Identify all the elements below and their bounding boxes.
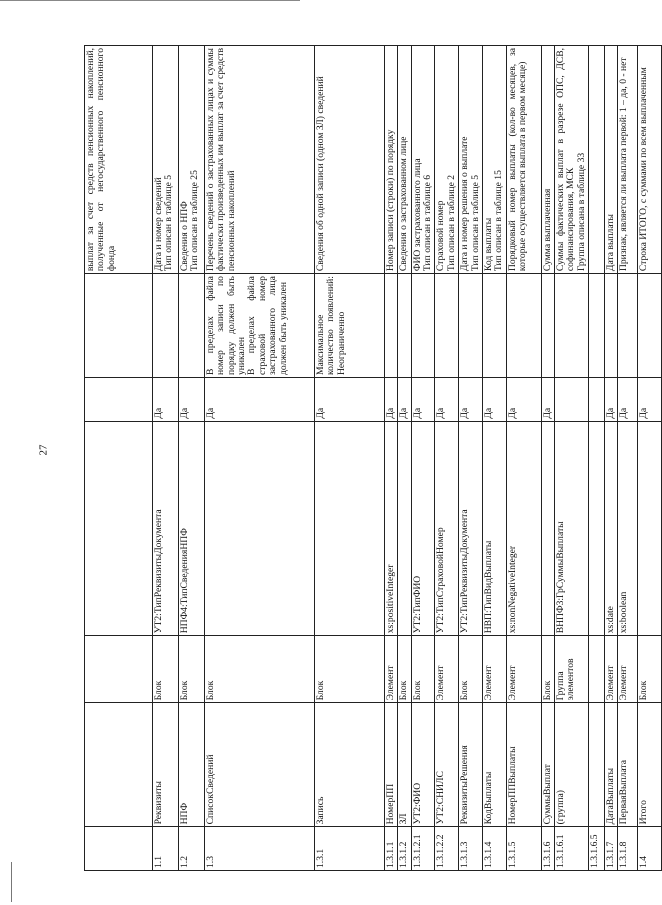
required-flag: Да <box>411 378 435 422</box>
required-flag: Да <box>605 378 618 422</box>
element-name: ДатаВыплаты <box>605 703 618 827</box>
table-row <box>554 46 588 871</box>
element-type: Блок <box>411 636 435 703</box>
row-number: 1.3.1.6 <box>541 827 554 871</box>
required-flag: Да <box>179 378 205 422</box>
element-format: xs:date <box>605 421 618 636</box>
element-type: Блок <box>541 636 554 703</box>
occurrence-rule <box>506 274 541 378</box>
required-flag: Да <box>638 378 662 422</box>
element-format: ВНПФ3:ГрСуммыВыплаты <box>554 421 588 636</box>
element-format: xs:positiveInteger <box>385 421 398 636</box>
continued-description: выплат за счет средств пенсионных накоплений, полученные от негосударственного пенсионного фонда <box>85 46 153 274</box>
required-flag: Да <box>506 378 541 422</box>
required-flag: Да <box>153 378 179 422</box>
required-flag: Да <box>618 378 638 422</box>
element-description: Дата и номер решения о выплате Тип описан в таблице 5 <box>459 46 483 274</box>
required-flag: Да <box>398 378 411 422</box>
table-row <box>605 46 618 871</box>
element-format: НПФ4:ТипСведенияНПФ <box>179 421 205 636</box>
table-row <box>315 46 385 871</box>
table-row <box>459 46 483 871</box>
occurrence-rule <box>459 274 483 378</box>
table-row <box>411 46 435 871</box>
occurrence-rule <box>589 274 605 378</box>
element-name: СписокСведений <box>205 703 315 827</box>
occurrence-rule: Максимальное количество появлений: Неограниченно <box>315 274 385 378</box>
occurrence-rule <box>605 274 618 378</box>
element-name: СуммыВыплат <box>541 703 554 827</box>
occurrence-rule <box>153 274 179 378</box>
table-row <box>541 46 554 871</box>
element-name: РеквизитыРешения <box>459 703 483 827</box>
element-type: Элемент <box>506 636 541 703</box>
element-type <box>589 636 605 703</box>
element-description: Сведения об одной записи (одном ЗЛ) сведений <box>315 46 385 274</box>
element-description: Суммы фактических выплат в разрезе ОПС, ДСВ, софинансирования, МСК Группа описана в таблице 33 <box>554 46 588 274</box>
occurrence-rule <box>554 274 588 378</box>
element-type: Блок <box>205 636 315 703</box>
table-row <box>385 46 398 871</box>
required-flag: Да <box>459 378 483 422</box>
element-format: УТ2:ТипРеквизитыДокумента <box>459 421 483 636</box>
element-description: Перечень сведений о застрахованных лицах и суммы фактически произведенных им выплат за счет средств пенсионных накоплений <box>205 46 315 274</box>
element-name: Итого <box>638 703 662 827</box>
page-number: 27 <box>37 444 50 456</box>
table-row <box>482 46 506 871</box>
element-description <box>589 46 605 274</box>
element-name: ЗЛ <box>398 703 411 827</box>
element-description: Сведения о НПФ Тип описан в таблице 25 <box>179 46 205 274</box>
element-type: Элемент <box>385 636 398 703</box>
element-format: УТ2:ТипФИО <box>411 421 435 636</box>
element-format: УТ2:ТипСтраховойНомер <box>435 421 459 636</box>
element-name: Запись <box>315 703 385 827</box>
element-name <box>589 703 605 827</box>
element-description: Номер записи (строки) по порядку <box>385 46 398 274</box>
element-type: Группа элементов <box>554 636 588 703</box>
row-number: 1.3.1.2.1 <box>411 827 435 871</box>
required-flag <box>589 378 605 422</box>
element-type: Блок <box>179 636 205 703</box>
element-type: Элемент <box>618 636 638 703</box>
rotated-page <box>84 45 650 871</box>
element-format <box>398 421 411 636</box>
table-row <box>398 46 411 871</box>
occurrence-rule <box>482 274 506 378</box>
row-number: 1.3.1.8 <box>618 827 638 871</box>
element-type: Блок <box>459 636 483 703</box>
row-number: 1.3.1.6.5 <box>589 827 605 871</box>
element-format: xs:nonNegativeInteger <box>506 421 541 636</box>
row-number: 1.3.1.1 <box>385 827 398 871</box>
table-row <box>205 46 315 871</box>
top-rule <box>0 0 300 1</box>
row-number: 1.3 <box>205 827 315 871</box>
element-type: Блок <box>638 636 662 703</box>
element-name: УТ2:СНИЛС <box>435 703 459 827</box>
element-format: НВП:ТипВидВыплаты <box>482 421 506 636</box>
table-row <box>506 46 541 871</box>
element-name: (группа) <box>554 703 588 827</box>
table-row <box>618 46 638 871</box>
element-description: Дата и номер сведений Тип описан в таблице 5 <box>153 46 179 274</box>
row-number: 1.3.1.7 <box>605 827 618 871</box>
element-format: УТ2:ТипРеквизитыДокумента <box>153 421 179 636</box>
element-type: Блок <box>315 636 385 703</box>
element-name: НомерПП <box>385 703 398 827</box>
occurrence-rule <box>385 274 398 378</box>
element-format <box>638 421 662 636</box>
element-description: Сумма выплаченная <box>541 46 554 274</box>
element-name: УТ2:ФИО <box>411 703 435 827</box>
row-number: 1.3.1.2 <box>398 827 411 871</box>
row-number: 1.3.1.6.1 <box>554 827 588 871</box>
row-number: 1.4 <box>638 827 662 871</box>
row-number: 1.1 <box>153 827 179 871</box>
element-description: ФИО застрахованного лица Тип описан в таблице 6 <box>411 46 435 274</box>
occurrence-rule <box>638 274 662 378</box>
occurrence-rule <box>541 274 554 378</box>
element-type: Блок <box>398 636 411 703</box>
element-description: Строка ИТОГО, с суммами по всем выплаченным <box>638 46 662 274</box>
element-description: Признак, является ли выплата первой: 1 – да, 0 - нет <box>618 46 638 274</box>
required-flag: Да <box>315 378 385 422</box>
element-description: Порядковый номер выплаты (кол-во месяцев, за которые осуществляется выплата в первом месяце) <box>506 46 541 274</box>
table-row-continued <box>85 46 153 871</box>
element-description: Страховой номер Тип описан в таблице 2 <box>435 46 459 274</box>
element-type: Элемент <box>435 636 459 703</box>
occurrence-rule <box>435 274 459 378</box>
table-row <box>435 46 459 871</box>
element-type: Элемент <box>482 636 506 703</box>
required-flag: Да <box>385 378 398 422</box>
row-number: 1.2 <box>179 827 205 871</box>
row-number: 1.3.1.3 <box>459 827 483 871</box>
required-flag <box>554 378 588 422</box>
occurrence-rule <box>179 274 205 378</box>
element-description: Дата выплаты <box>605 46 618 274</box>
occurrence-rule <box>618 274 638 378</box>
table-row <box>179 46 205 871</box>
element-format <box>541 421 554 636</box>
element-type: Блок <box>153 636 179 703</box>
table-row <box>638 46 662 871</box>
element-name: КодВыплаты <box>482 703 506 827</box>
required-flag: Да <box>205 378 315 422</box>
element-name: НПФ <box>179 703 205 827</box>
element-format <box>589 421 605 636</box>
element-description: Код выплаты Тип описан в таблице 15 <box>482 46 506 274</box>
margin-mark <box>11 862 12 902</box>
element-type: Элемент <box>605 636 618 703</box>
row-number: 1.3.1.5 <box>506 827 541 871</box>
element-format <box>205 421 315 636</box>
required-flag: Да <box>435 378 459 422</box>
required-flag: Да <box>541 378 554 422</box>
element-format <box>315 421 385 636</box>
occurrence-rule <box>398 274 411 378</box>
required-flag: Да <box>482 378 506 422</box>
element-name: Реквизиты <box>153 703 179 827</box>
row-number: 1.3.1.4 <box>482 827 506 871</box>
table-row <box>589 46 605 871</box>
occurrence-rule <box>411 274 435 378</box>
element-format: xs:boolean <box>618 421 638 636</box>
element-name: НомерППВыплаты <box>506 703 541 827</box>
element-description: Сведения о застрахованном лице <box>398 46 411 274</box>
schema-table <box>84 45 662 871</box>
row-number: 1.3.1.2.2 <box>435 827 459 871</box>
table-row <box>153 46 179 871</box>
row-number: 1.3.1 <box>315 827 385 871</box>
occurrence-rule: В пределах файла номер записи по порядку должен быть уникален В пределах файла страховой номер застрахованного лица должен быть уникален <box>205 274 315 378</box>
element-name: ПерваяВыплата <box>618 703 638 827</box>
